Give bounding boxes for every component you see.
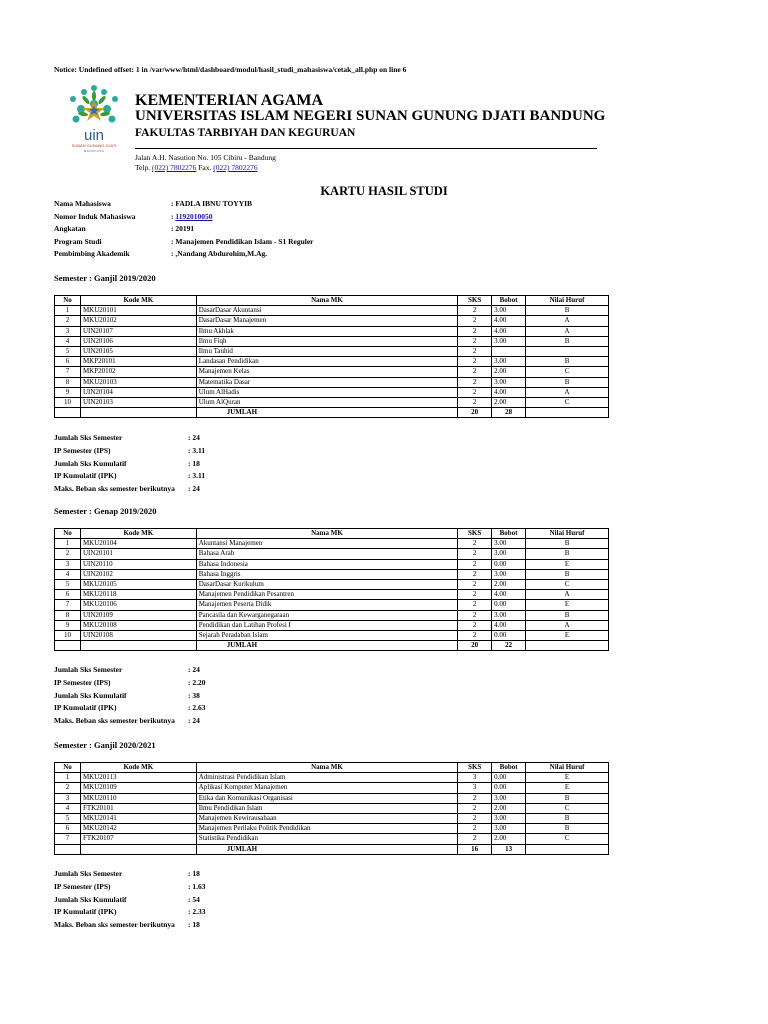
fax-link[interactable]: (022) 7802276	[213, 163, 258, 172]
cell-bobot: 0.00	[492, 783, 526, 793]
logo-subtext-2: B A N D U N G	[84, 149, 104, 153]
cell-bobot: 3.00	[492, 569, 526, 579]
cell-kode: MKU20118	[80, 590, 196, 600]
cell-kode: FTK20107	[80, 834, 196, 844]
cell-nama: Bahasa Indonesia	[196, 559, 457, 569]
total-label: JUMLAH	[196, 408, 457, 418]
cell-bobot: 2.00	[492, 803, 526, 813]
cell-nilai: B	[526, 357, 609, 367]
cell-nilai: A	[526, 387, 609, 397]
cell-no: 4	[55, 336, 81, 346]
cell-kode: MKU20106	[80, 600, 196, 610]
cell-no: 8	[55, 377, 81, 387]
cell-kode: UIN20104	[80, 387, 196, 397]
cell-nilai: B	[526, 793, 609, 803]
cell-sks: 2	[458, 336, 492, 346]
cell-nilai: E	[526, 630, 609, 640]
info-value: : FADLA IBNU TOYYIB	[171, 199, 253, 208]
cell-bobot: 4.00	[492, 620, 526, 630]
semester-title: Semester : Ganjil 2019/2020	[54, 273, 156, 283]
total-label: JUMLAH	[196, 641, 457, 651]
cell-no: 3	[55, 559, 81, 569]
table-total-row	[55, 408, 609, 418]
column-header-nilai: Nilai Huruf	[526, 763, 609, 773]
cell-kode: UIN20109	[80, 610, 196, 620]
cell-sks: 2	[458, 793, 492, 803]
cell-nilai: B	[526, 569, 609, 579]
info-label: Pembimbing Akademik	[54, 249, 130, 258]
cell-kode: MKP20101	[80, 357, 196, 367]
column-header-nilai: Nilai Huruf	[526, 529, 609, 539]
column-header-no: No	[55, 296, 81, 306]
total-label: JUMLAH	[196, 844, 458, 854]
cell-sks: 2	[458, 824, 492, 834]
table-row	[55, 539, 609, 549]
php-notice: Notice: Undefined offset: 1 in /var/www/html/dashboard/modul/hasil_studi_mahasiswa/cetak_all.php on line 6	[54, 65, 407, 74]
cell-nama: Sejarah Peradaban Islam	[196, 630, 457, 640]
cell-nama: Manajemen Pendidikan Pesantren	[196, 590, 457, 600]
summary-value: : 2.33	[188, 907, 206, 917]
info-value	[171, 212, 212, 221]
cell-bobot: 2.00	[492, 579, 526, 589]
cell-sks: 2	[458, 377, 492, 387]
cell-nilai: B	[526, 336, 609, 346]
cell-sks: 2	[458, 834, 492, 844]
cell-sks: 2	[458, 549, 492, 559]
total-spacer	[55, 641, 81, 651]
cell-sks: 2	[458, 579, 492, 589]
telp-link[interactable]: (022) 7802276	[151, 163, 197, 172]
table-row	[55, 600, 609, 610]
cell-nilai: B	[526, 306, 609, 316]
cell-kode: MKU20102	[80, 316, 196, 326]
cell-sks: 2	[458, 326, 492, 336]
cell-nilai: E	[526, 559, 609, 569]
column-header-nama: Nama MK	[196, 296, 457, 306]
cell-nama: Statistika Pendidikan	[196, 834, 458, 844]
cell-kode: MKU20103	[80, 377, 196, 387]
summary-label: IP Semester (IPS)	[54, 881, 111, 891]
table-row	[55, 346, 609, 356]
table-row	[55, 579, 609, 589]
faculty-name: FAKULTAS TARBIYAH DAN KEGURUAN	[135, 127, 356, 139]
summary-value: : 24	[188, 665, 200, 674]
total-sks: 20	[458, 408, 492, 418]
cell-nama: Ilmu Tauhid	[196, 346, 457, 356]
page-title: KARTU HASIL STUDI	[320, 184, 448, 198]
column-header-nama: Nama MK	[196, 763, 458, 773]
cell-nama: Aplikasi Komputer Manajemen	[196, 783, 458, 793]
table-row	[55, 326, 609, 336]
table-header-row	[55, 529, 609, 539]
table-row	[55, 306, 609, 316]
address-block	[135, 153, 276, 173]
table-row	[55, 367, 609, 377]
cell-sks: 2	[458, 357, 492, 367]
cell-no: 7	[55, 834, 81, 844]
cell-no: 5	[55, 579, 81, 589]
cell-nilai: C	[526, 834, 609, 844]
cell-sks: 2	[458, 803, 492, 813]
table-row	[55, 813, 609, 823]
table-row	[55, 336, 609, 346]
cell-bobot: 3.00	[492, 610, 526, 620]
cell-nilai: E	[526, 600, 609, 610]
cell-sks: 2	[458, 346, 492, 356]
cell-sks: 2	[458, 620, 492, 630]
cell-no: 10	[55, 397, 81, 407]
cell-no: 3	[55, 793, 81, 803]
info-label: Angkatan	[54, 224, 86, 233]
summary-label: Jumlah Sks Kumulatif	[54, 690, 127, 700]
cell-nama: Manajemen Perilaku Politik Pendidikan	[196, 824, 458, 834]
summary-label: IP Kumulatif (IPK)	[54, 471, 117, 481]
cell-nama: Administrasi Pendidikan Islam	[196, 773, 458, 783]
cell-kode: MKU20104	[80, 539, 196, 549]
cell-bobot: 3.00	[492, 539, 526, 549]
table-row	[55, 793, 609, 803]
table-header-row	[55, 296, 609, 306]
column-header-sks: SKS	[458, 763, 492, 773]
cell-no: 3	[55, 326, 81, 336]
total-bobot: 13	[492, 844, 526, 854]
semester-title: Semester : Genap 2019/2020	[54, 506, 157, 516]
summary-label: Maks. Beban sks semester berikutnya	[54, 920, 175, 930]
grades-table	[54, 528, 609, 651]
cell-sks: 2	[458, 539, 492, 549]
cell-bobot: 3.00	[492, 336, 526, 346]
cell-sks: 2	[458, 397, 492, 407]
cell-nama: Ilmu Pendidikan Islam	[196, 803, 458, 813]
cell-no: 6	[55, 824, 81, 834]
cell-sks: 2	[458, 367, 492, 377]
total-spacer	[80, 408, 196, 418]
cell-kode: UIN20108	[80, 630, 196, 640]
cell-kode: MKU20141	[80, 813, 196, 823]
cell-no: 2	[55, 316, 81, 326]
cell-nilai: C	[526, 367, 609, 377]
column-header-bobot: Bobot	[492, 763, 526, 773]
cell-nilai: E	[526, 783, 609, 793]
grades-table	[54, 762, 609, 855]
summary-value: : 3.11	[188, 445, 206, 455]
cell-no: 7	[55, 600, 81, 610]
cell-no: 4	[55, 569, 81, 579]
column-header-sks: SKS	[458, 529, 492, 539]
logo-subtext: SUNAN GUNUNG DJATI	[71, 143, 117, 148]
cell-bobot: 3.00	[492, 377, 526, 387]
cell-no: 6	[55, 357, 81, 367]
total-bobot: 22	[492, 641, 526, 651]
cell-sks: 2	[458, 630, 492, 640]
table-row	[55, 377, 609, 387]
table-row	[55, 803, 609, 813]
cell-kode: MKU20113	[80, 773, 196, 783]
cell-no: 1	[55, 773, 81, 783]
table-row	[55, 773, 609, 783]
cell-sks: 2	[458, 316, 492, 326]
header-divider	[135, 148, 597, 149]
cell-sks: 2	[458, 569, 492, 579]
cell-sks: 2	[458, 600, 492, 610]
cell-nama: Manajemen Peserta Didik	[196, 600, 457, 610]
cell-no: 1	[55, 539, 81, 549]
column-header-bobot: Bobot	[492, 529, 526, 539]
cell-no: 10	[55, 630, 81, 640]
table-header-row	[55, 763, 609, 773]
cell-kode: UIN20103	[80, 397, 196, 407]
total-sks: 20	[458, 641, 492, 651]
table-row	[55, 834, 609, 844]
table-row	[55, 316, 609, 326]
cell-bobot: 3.00	[492, 824, 526, 834]
ministry-name: KEMENTERIAN AGAMA	[135, 92, 324, 109]
grades-table	[54, 295, 609, 418]
table-row	[55, 630, 609, 640]
column-header-nilai: Nilai Huruf	[526, 296, 609, 306]
info-colon: :	[171, 211, 174, 221]
summary-label: Jumlah Sks Semester	[54, 665, 123, 674]
logo-text: uin	[83, 127, 105, 144]
summary-value: : 2.20	[188, 677, 206, 687]
table-row	[55, 610, 609, 620]
summary-label: Jumlah Sks Kumulatif	[54, 894, 127, 904]
info-label: Program Studi	[54, 236, 102, 246]
cell-bobot: 0.00	[492, 630, 526, 640]
cell-kode: UIN20102	[80, 569, 196, 579]
cell-bobot: 3.00	[492, 357, 526, 367]
summary-value: : 54	[188, 894, 200, 904]
cell-sks: 2	[458, 813, 492, 823]
cell-nama: Bahasa Inggris	[196, 569, 457, 579]
cell-bobot: 0.00	[492, 773, 526, 783]
cell-nilai: E	[526, 773, 609, 783]
table-row	[55, 387, 609, 397]
info-label: Nomor Induk Mahasiswa	[54, 211, 136, 221]
cell-nilai: A	[526, 316, 609, 326]
cell-nama: Pendidikan dan Latihan Profesi I	[196, 620, 457, 630]
table-row	[55, 783, 609, 793]
table-total-row	[55, 844, 609, 854]
cell-nilai: C	[526, 579, 609, 589]
column-header-kode: Kode MK	[80, 296, 196, 306]
summary-label: Jumlah Sks Kumulatif	[54, 458, 127, 468]
column-header-kode: Kode MK	[80, 529, 196, 539]
cell-kode: MKU20105	[80, 579, 196, 589]
column-header-no: No	[55, 763, 81, 773]
cell-bobot: 0.00	[492, 600, 526, 610]
total-bobot: 28	[492, 408, 526, 418]
summary-value: : 18	[188, 458, 200, 468]
cell-sks: 2	[458, 306, 492, 316]
cell-nama: DasarDasar Kurikulum	[196, 579, 457, 589]
summary-value: : 24	[188, 716, 200, 726]
cell-nilai: B	[526, 813, 609, 823]
cell-nama: Matematika Dasar	[196, 377, 457, 387]
uin-logo-icon	[58, 84, 130, 156]
letterhead	[54, 84, 606, 154]
cell-nama: Etika dan Komunikasi Organisasi	[196, 793, 458, 803]
cell-no: 7	[55, 367, 81, 377]
cell-bobot: 4.00	[492, 326, 526, 336]
cell-bobot: 4.00	[492, 590, 526, 600]
cell-nilai: B	[526, 824, 609, 834]
info-value: : ,Nandang Abdurohim,M.Ag.	[171, 249, 268, 258]
cell-nama: Ulum AlQuran	[196, 397, 457, 407]
cell-kode: MKU20101	[80, 306, 196, 316]
address-line: Jalan A.H. Nasution No. 105 Cibiru - Bandung	[135, 153, 276, 162]
cell-nilai: C	[526, 803, 609, 813]
cell-kode: MKP20102	[80, 367, 196, 377]
semester-title: Semester : Ganjil 2020/2021	[54, 740, 156, 750]
fax-label: Fax.	[198, 163, 212, 172]
cell-kode: FTK20101	[80, 803, 196, 813]
cell-sks: 2	[458, 590, 492, 600]
cell-nama: DasarDasar Akuntansi	[196, 306, 457, 316]
table-total-row	[55, 641, 609, 651]
cell-kode: MKU20110	[80, 793, 196, 803]
summary-label: Jumlah Sks Semester	[54, 869, 123, 878]
cell-nama: Ulum AlHadis	[196, 387, 457, 397]
summary-value: : 18	[188, 920, 200, 930]
info-value: : Manajemen Pendidikan Islam - S1 Reguler	[171, 236, 314, 246]
cell-no: 5	[55, 346, 81, 356]
cell-nilai: B	[526, 549, 609, 559]
cell-no: 9	[55, 387, 81, 397]
cell-bobot: 2.00	[492, 834, 526, 844]
column-header-kode: Kode MK	[80, 763, 196, 773]
university-name: UNIVERSITAS ISLAM NEGERI SUNAN GUNUNG DJATI BANDUNG	[135, 108, 606, 124]
summary-value: : 24	[188, 433, 200, 442]
cell-nilai: A	[526, 620, 609, 630]
cell-nilai: B	[526, 610, 609, 620]
summary-label: IP Semester (IPS)	[54, 445, 111, 455]
cell-kode: UIN20110	[80, 559, 196, 569]
info-label: Nama Mahasiswa	[54, 199, 111, 208]
cell-bobot: 2.00	[492, 367, 526, 377]
cell-no: 2	[55, 783, 81, 793]
table-row	[55, 824, 609, 834]
column-header-nama: Nama MK	[196, 529, 457, 539]
cell-nilai: A	[526, 590, 609, 600]
cell-no: 1	[55, 306, 81, 316]
summary-label: Maks. Beban sks semester berikutnya	[54, 716, 175, 726]
table-row	[55, 569, 609, 579]
summary-value: : 1.63	[188, 881, 206, 891]
cell-bobot: 3.00	[492, 813, 526, 823]
cell-bobot: 0.00	[492, 559, 526, 569]
cell-kode: MKU20142	[80, 824, 196, 834]
cell-nama: Bahasa Arab	[196, 549, 457, 559]
cell-nama: DasarDasar Manajemen	[196, 316, 457, 326]
cell-nilai: A	[526, 326, 609, 336]
cell-nama: Akuntansi Manajemen	[196, 539, 457, 549]
total-spacer	[55, 844, 81, 854]
cell-no: 8	[55, 610, 81, 620]
table-row	[55, 620, 609, 630]
cell-bobot: 3.00	[492, 306, 526, 316]
column-header-bobot: Bobot	[492, 296, 526, 306]
cell-no: 5	[55, 813, 81, 823]
cell-nama: Manajemen Kelas	[196, 367, 457, 377]
table-row	[55, 397, 609, 407]
summary-label: IP Semester (IPS)	[54, 677, 111, 687]
summary-label: Maks. Beban sks semester berikutnya	[54, 484, 175, 494]
cell-sks: 3	[458, 783, 492, 793]
cell-nama: Manajemen Kewirausahaan	[196, 813, 458, 823]
cell-nilai: B	[526, 539, 609, 549]
cell-bobot: 4.00	[492, 316, 526, 326]
cell-kode: UIN20107	[80, 326, 196, 336]
cell-kode: UIN20101	[80, 549, 196, 559]
telp-label: Telp.	[135, 163, 151, 172]
nim-link[interactable]: 1192010050	[175, 211, 213, 221]
cell-kode: UIN20105	[80, 346, 196, 356]
cell-nilai: B	[526, 377, 609, 387]
cell-no: 4	[55, 803, 81, 813]
cell-kode: UIN20106	[80, 336, 196, 346]
table-row	[55, 590, 609, 600]
total-spacer	[80, 641, 196, 651]
cell-bobot	[492, 346, 526, 356]
cell-bobot: 3.00	[492, 549, 526, 559]
column-header-no: No	[55, 529, 81, 539]
table-row	[55, 549, 609, 559]
total-spacer	[526, 844, 609, 854]
cell-sks: 3	[458, 773, 492, 783]
total-spacer	[55, 408, 81, 418]
cell-bobot: 3.00	[492, 793, 526, 803]
cell-no: 9	[55, 620, 81, 630]
cell-nama: Ilmu Akhlak	[196, 326, 457, 336]
cell-bobot: 4.00	[492, 387, 526, 397]
table-row	[55, 559, 609, 569]
cell-sks: 2	[458, 387, 492, 397]
cell-nama: Landasan Pendidikan	[196, 357, 457, 367]
cell-kode: MKU20109	[80, 783, 196, 793]
cell-no: 2	[55, 549, 81, 559]
cell-kode: MKU20108	[80, 620, 196, 630]
cell-sks: 2	[458, 610, 492, 620]
summary-value: : 24	[188, 484, 200, 494]
summary-label: IP Kumulatif (IPK)	[54, 907, 117, 917]
cell-nama: Pancasila dan Kewarganegaraan	[196, 610, 457, 620]
summary-value: : 3.11	[188, 471, 206, 481]
cell-nilai	[526, 346, 609, 356]
info-value: : 20191	[171, 224, 195, 233]
summary-value: : 18	[188, 869, 200, 878]
total-spacer	[526, 408, 609, 418]
summary-value: : 2.63	[188, 703, 206, 713]
column-header-sks: SKS	[458, 296, 492, 306]
summary-label: Jumlah Sks Semester	[54, 433, 123, 442]
summary-label: IP Kumulatif (IPK)	[54, 703, 117, 713]
cell-bobot: 2.00	[492, 397, 526, 407]
summary-value: : 38	[188, 690, 200, 700]
table-row	[55, 357, 609, 367]
cell-no: 6	[55, 590, 81, 600]
cell-nilai: C	[526, 397, 609, 407]
total-spacer	[526, 641, 609, 651]
total-spacer	[80, 844, 196, 854]
cell-nama: Ilmu Fiqh	[196, 336, 457, 346]
cell-sks: 2	[458, 559, 492, 569]
total-sks: 16	[458, 844, 492, 854]
